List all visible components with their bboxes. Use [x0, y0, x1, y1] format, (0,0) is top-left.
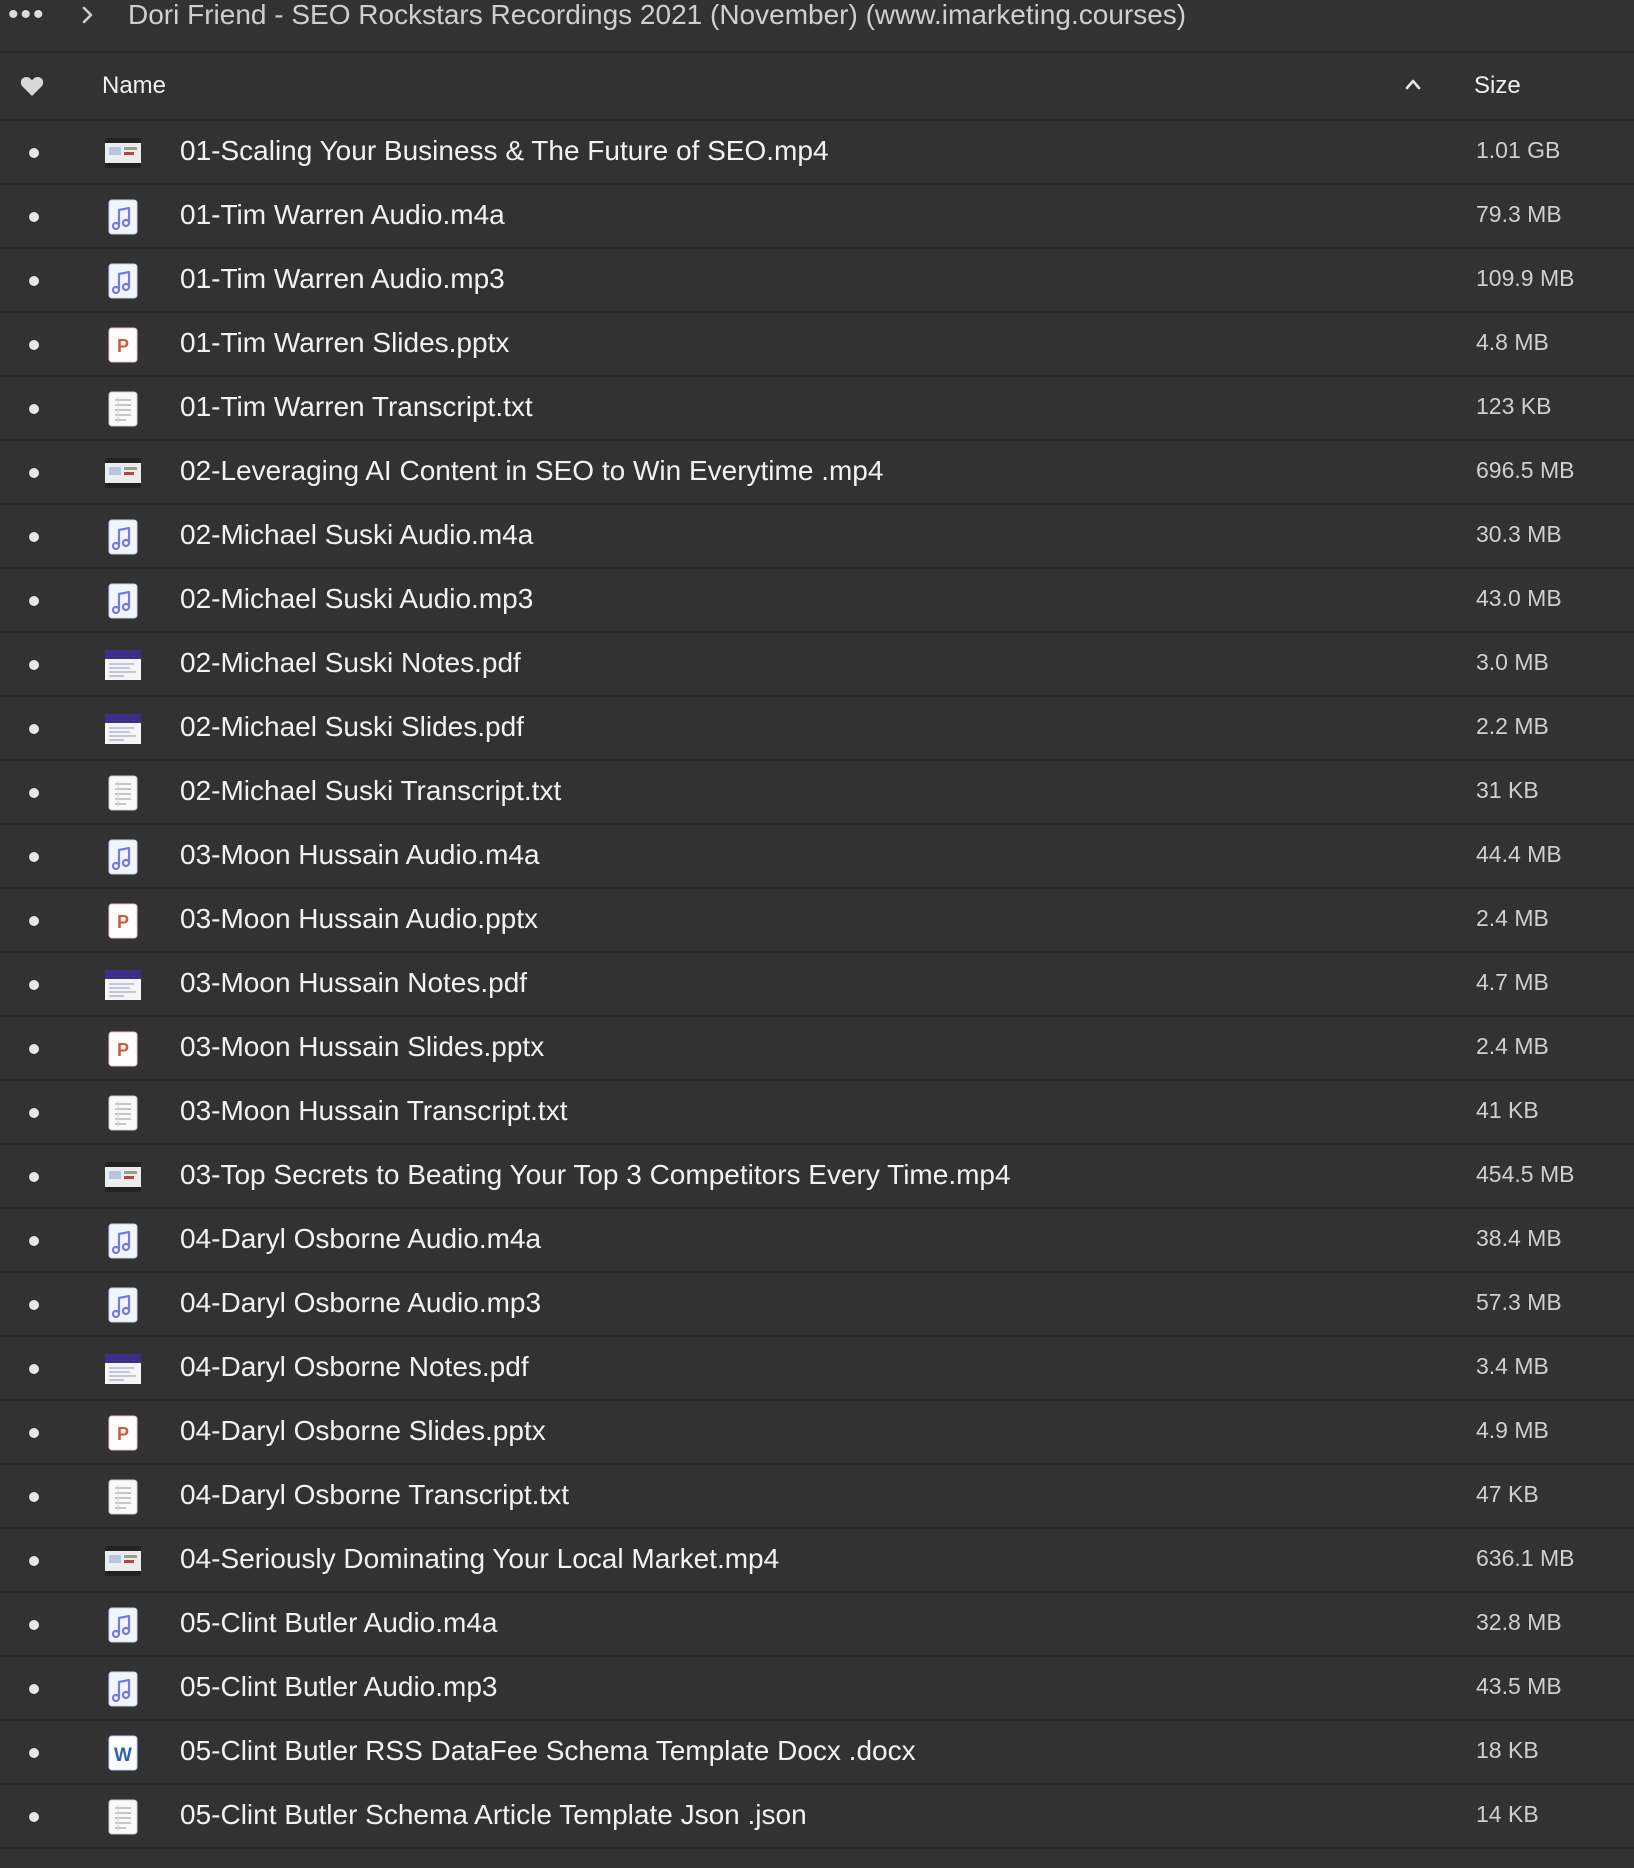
audio-file-icon	[104, 1223, 142, 1259]
video-thumb-icon	[104, 455, 142, 491]
pdf-thumb-icon	[104, 647, 142, 683]
file-row[interactable]	[0, 1401, 1634, 1465]
file-size: 2.4 MB	[1476, 905, 1549, 931]
file-list	[0, 121, 1634, 1849]
powerpoint-file-icon	[104, 1031, 142, 1067]
file-row[interactable]	[0, 505, 1634, 569]
table-header	[0, 53, 1634, 121]
text-file-icon	[104, 1799, 142, 1835]
powerpoint-file-icon	[104, 1415, 142, 1451]
file-size: 79.3 MB	[1476, 201, 1562, 227]
file-size: 123 KB	[1476, 393, 1552, 419]
file-size: 43.0 MB	[1476, 585, 1562, 611]
row-bullet	[29, 1748, 39, 1758]
row-bullet	[29, 1684, 39, 1694]
file-name[interactable]: 02-Michael Suski Transcript.txt	[180, 775, 562, 806]
row-bullet	[29, 724, 39, 734]
row-bullet	[29, 468, 39, 478]
row-bullet	[29, 1300, 39, 1310]
row-bullet	[29, 916, 39, 926]
file-size: 109.9 MB	[1476, 265, 1575, 291]
file-row[interactable]	[0, 1081, 1634, 1145]
file-row[interactable]	[0, 313, 1634, 377]
row-bullet	[29, 212, 39, 222]
file-row[interactable]	[0, 1145, 1634, 1209]
audio-file-icon	[104, 583, 142, 619]
text-file-icon	[104, 1479, 142, 1515]
file-size: 44.4 MB	[1476, 841, 1562, 867]
video-thumb-icon	[104, 1543, 142, 1579]
breadcrumb	[0, 0, 1634, 53]
row-bullet	[29, 788, 39, 798]
audio-file-icon	[104, 519, 142, 555]
file-row[interactable]	[0, 1529, 1634, 1593]
file-row[interactable]	[0, 1593, 1634, 1657]
file-name[interactable]: 01-Scaling Your Business & The Future of SEO.mp4	[180, 135, 829, 166]
file-name[interactable]: 04-Daryl Osborne Audio.m4a	[180, 1223, 542, 1254]
file-size: 38.4 MB	[1476, 1225, 1562, 1251]
pdf-thumb-icon	[104, 711, 142, 747]
file-size: 454.5 MB	[1476, 1161, 1575, 1187]
text-file-icon	[104, 1095, 142, 1131]
row-bullet	[29, 276, 39, 286]
file-row[interactable]	[0, 249, 1634, 313]
file-name[interactable]: 02-Michael Suski Audio.m4a	[180, 519, 534, 550]
row-bullet	[29, 1236, 39, 1246]
breadcrumb-current-folder[interactable]: Dori Friend - SEO Rockstars Recordings 2021 (November) (www.imarketing.courses)	[128, 0, 1187, 30]
file-row[interactable]	[0, 185, 1634, 249]
file-size: 31 KB	[1476, 777, 1539, 803]
powerpoint-file-icon	[104, 903, 142, 939]
row-bullet	[29, 660, 39, 670]
audio-file-icon	[104, 263, 142, 299]
row-bullet	[29, 980, 39, 990]
file-row[interactable]	[0, 1337, 1634, 1401]
file-name[interactable]: 04-Daryl Osborne Slides.pptx	[180, 1415, 546, 1446]
file-row[interactable]	[0, 377, 1634, 441]
file-row[interactable]	[0, 1721, 1634, 1785]
file-size: 57.3 MB	[1476, 1289, 1562, 1315]
audio-file-icon	[104, 199, 142, 235]
row-bullet	[29, 1364, 39, 1374]
size-column-header[interactable]: Size	[1474, 72, 1521, 99]
row-bullet	[29, 532, 39, 542]
row-bullet	[29, 852, 39, 862]
file-name[interactable]: 03-Moon Hussain Transcript.txt	[180, 1095, 568, 1126]
file-name[interactable]: 05-Clint Butler RSS DataFee Schema Template Docx .docx	[180, 1735, 916, 1766]
file-size: 32.8 MB	[1476, 1609, 1562, 1635]
file-row[interactable]	[0, 569, 1634, 633]
file-row[interactable]	[0, 889, 1634, 953]
svg-text:P: P	[116, 1424, 130, 1444]
row-bullet	[29, 1620, 39, 1630]
file-name[interactable]: 04-Daryl Osborne Transcript.txt	[180, 1479, 570, 1510]
row-bullet	[29, 404, 39, 414]
file-row[interactable]	[0, 1785, 1634, 1849]
file-name[interactable]: 01-Tim Warren Audio.mp3	[180, 263, 505, 294]
audio-file-icon	[104, 1287, 142, 1323]
chevron-up-icon[interactable]	[1404, 77, 1422, 95]
file-name[interactable]: 03-Moon Hussain Audio.pptx	[180, 903, 538, 934]
svg-text:P: P	[116, 1040, 130, 1060]
file-name[interactable]: 04-Seriously Dominating Your Local Market.mp4	[180, 1543, 780, 1574]
file-row[interactable]	[0, 1657, 1634, 1721]
file-size: 3.0 MB	[1476, 649, 1549, 675]
file-name[interactable]: 03-Moon Hussain Notes.pdf	[180, 967, 528, 998]
powerpoint-file-icon	[104, 327, 142, 363]
file-name[interactable]: 01-Tim Warren Slides.pptx	[180, 327, 510, 358]
file-row[interactable]	[0, 761, 1634, 825]
file-row[interactable]	[0, 121, 1634, 185]
svg-text:P: P	[116, 336, 130, 356]
row-bullet	[29, 1172, 39, 1182]
pdf-thumb-icon	[104, 1351, 142, 1387]
row-bullet	[29, 340, 39, 350]
file-size: 43.5 MB	[1476, 1673, 1562, 1699]
file-size: 4.7 MB	[1476, 969, 1549, 995]
more-options-icon[interactable]: •••	[8, 0, 46, 31]
file-name[interactable]: 03-Top Secrets to Beating Your Top 3 Competitors Every Time.mp4	[180, 1159, 1011, 1190]
file-name[interactable]: 05-Clint Butler Schema Article Template Json .json	[180, 1799, 807, 1830]
row-bullet	[29, 1108, 39, 1118]
file-name[interactable]: 02-Michael Suski Notes.pdf	[180, 647, 521, 678]
file-row[interactable]	[0, 633, 1634, 697]
file-size: 1.01 GB	[1476, 137, 1561, 163]
file-row[interactable]	[0, 1017, 1634, 1081]
file-row[interactable]	[0, 1209, 1634, 1273]
file-size: 4.9 MB	[1476, 1417, 1549, 1443]
pdf-thumb-icon	[104, 967, 142, 1003]
file-row[interactable]	[0, 697, 1634, 761]
file-size: 2.4 MB	[1476, 1033, 1549, 1059]
row-bullet	[29, 596, 39, 606]
file-row[interactable]	[0, 1465, 1634, 1529]
row-bullet	[29, 1556, 39, 1566]
text-file-icon	[104, 775, 142, 811]
file-name[interactable]: 03-Moon Hussain Audio.m4a	[180, 839, 540, 870]
file-name[interactable]: 04-Daryl Osborne Notes.pdf	[180, 1351, 529, 1382]
row-bullet	[29, 1812, 39, 1822]
file-name[interactable]: 02-Leveraging AI Content in SEO to Win Everytime .mp4	[180, 455, 884, 486]
file-name[interactable]: 02-Michael Suski Slides.pdf	[180, 711, 524, 742]
row-bullet	[29, 1044, 39, 1054]
audio-file-icon	[104, 1671, 142, 1707]
svg-text:W: W	[114, 1745, 132, 1766]
row-bullet	[29, 1428, 39, 1438]
file-size: 47 KB	[1476, 1481, 1539, 1507]
video-thumb-icon	[104, 1159, 142, 1195]
file-name[interactable]: 01-Tim Warren Transcript.txt	[180, 391, 533, 422]
heart-icon[interactable]	[0, 75, 64, 97]
file-name[interactable]: 05-Clint Butler Audio.m4a	[180, 1607, 498, 1638]
audio-file-icon	[104, 839, 142, 875]
chevron-right-icon	[68, 5, 108, 25]
file-row[interactable]	[0, 441, 1634, 505]
file-size: 3.4 MB	[1476, 1353, 1549, 1379]
file-name[interactable]: 05-Clint Butler Audio.mp3	[180, 1671, 498, 1702]
file-row[interactable]	[0, 825, 1634, 889]
file-size: 14 KB	[1476, 1801, 1539, 1827]
file-size: 30.3 MB	[1476, 521, 1562, 547]
file-row[interactable]	[0, 953, 1634, 1017]
row-bullet	[29, 1492, 39, 1502]
row-bullet	[29, 148, 39, 158]
file-size: 636.1 MB	[1476, 1545, 1575, 1571]
file-size: 41 KB	[1476, 1097, 1539, 1123]
file-size: 4.8 MB	[1476, 329, 1549, 355]
file-name[interactable]: 03-Moon Hussain Slides.pptx	[180, 1031, 545, 1062]
file-name[interactable]: 04-Daryl Osborne Audio.mp3	[180, 1287, 542, 1318]
file-name[interactable]: 01-Tim Warren Audio.m4a	[180, 199, 505, 230]
name-column-header[interactable]: Name	[102, 72, 167, 99]
word-file-icon	[104, 1735, 142, 1771]
file-row[interactable]	[0, 1273, 1634, 1337]
file-size: 2.2 MB	[1476, 713, 1549, 739]
file-size: 696.5 MB	[1476, 457, 1575, 483]
video-thumb-icon	[104, 135, 142, 171]
audio-file-icon	[104, 1607, 142, 1643]
svg-text:P: P	[116, 912, 130, 932]
text-file-icon	[104, 391, 142, 427]
file-name[interactable]: 02-Michael Suski Audio.mp3	[180, 583, 534, 614]
file-size: 18 KB	[1476, 1737, 1539, 1763]
